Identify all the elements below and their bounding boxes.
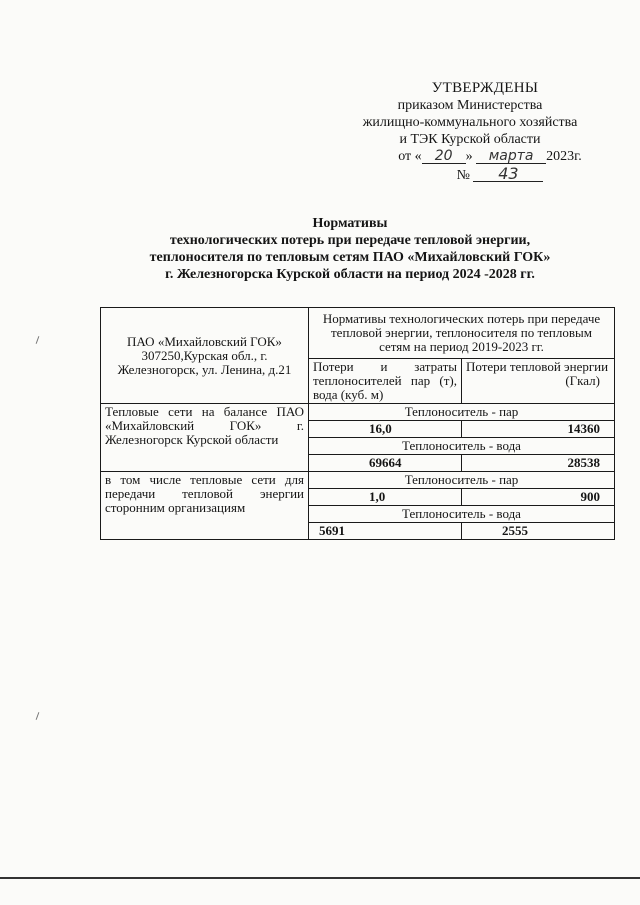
loss-header-cell: Потери и затраты теплоносителей пар (т), вода (куб. м) xyxy=(309,359,462,404)
steam-heat-value: 14360 xyxy=(462,421,615,438)
water-loss-value: 5691 xyxy=(309,523,462,540)
table-row xyxy=(101,472,615,489)
approval-line-2: жилищно-коммунального хозяйства xyxy=(362,115,578,130)
table-header-row xyxy=(101,308,615,359)
steam-loss-value: 16,0 xyxy=(309,421,462,438)
document-title xyxy=(110,215,590,283)
heat-header-unit: (Гкал) xyxy=(565,373,600,388)
approval-heading: УТВЕРЖДЕНЫ xyxy=(431,80,539,96)
approval-line-3: и ТЭК Курской области xyxy=(399,132,541,147)
number-value: 43 xyxy=(473,167,543,182)
row-label: в том числе тепловые сети для передачи тепловой энергии сторонним организациям xyxy=(101,472,309,540)
number-label: № xyxy=(456,168,470,183)
date-prefix: от « xyxy=(398,149,422,164)
approval-date xyxy=(370,148,610,165)
org-cell: ПАО «Михайловский ГОК» 307250,Курская обл., г. Железногорск, ул. Ленина, д.21 xyxy=(101,308,309,404)
water-label: Теплоноситель - вода xyxy=(309,438,615,455)
steam-loss-value: 1,0 xyxy=(309,489,462,506)
scan-mark xyxy=(36,336,40,344)
steam-label: Теплоноситель - пар xyxy=(309,404,615,421)
table-row xyxy=(101,404,615,421)
title-line-1: Нормативы xyxy=(312,216,388,231)
steam-heat-value: 900 xyxy=(462,489,615,506)
date-mid: » xyxy=(465,149,473,164)
approval-block xyxy=(330,80,610,184)
title-line-3: теплоносителя по тепловым сетям ПАО «Михайловский ГОК» xyxy=(149,250,551,265)
row-label: Тепловые сети на балансе ПАО «Михайловский ГОК» г. Железногорск Курской области xyxy=(101,404,309,472)
water-loss-value: 69664 xyxy=(309,455,462,472)
water-heat-value: 28538 xyxy=(462,455,615,472)
title-line-2: технологических потерь при передаче тепловой энергии, xyxy=(169,233,531,248)
heat-header-text: Потери тепловой энергии xyxy=(466,359,609,374)
heat-header-cell xyxy=(462,359,615,404)
approval-number xyxy=(390,164,610,184)
approval-line-1: приказом Министерства xyxy=(397,98,543,113)
water-label: Теплоноситель - вода xyxy=(309,506,615,523)
water-heat-value: 2555 xyxy=(462,523,615,540)
scan-edge-line xyxy=(0,877,640,879)
scan-mark xyxy=(36,712,40,720)
date-day: 20 xyxy=(422,149,466,164)
steam-label: Теплоноситель - пар xyxy=(309,472,615,489)
date-month: марта xyxy=(476,149,546,164)
title-line-4: г. Железногорска Курской области на период 2024 -2028 гг. xyxy=(165,267,535,282)
norms-table xyxy=(100,307,615,540)
date-suffix: 2023г. xyxy=(546,149,582,164)
norms-header-cell: Нормативы технологических потерь при передаче тепловой энергии, теплоносителя по тепловым сетям на период 2019-2023 гг. xyxy=(309,308,615,359)
